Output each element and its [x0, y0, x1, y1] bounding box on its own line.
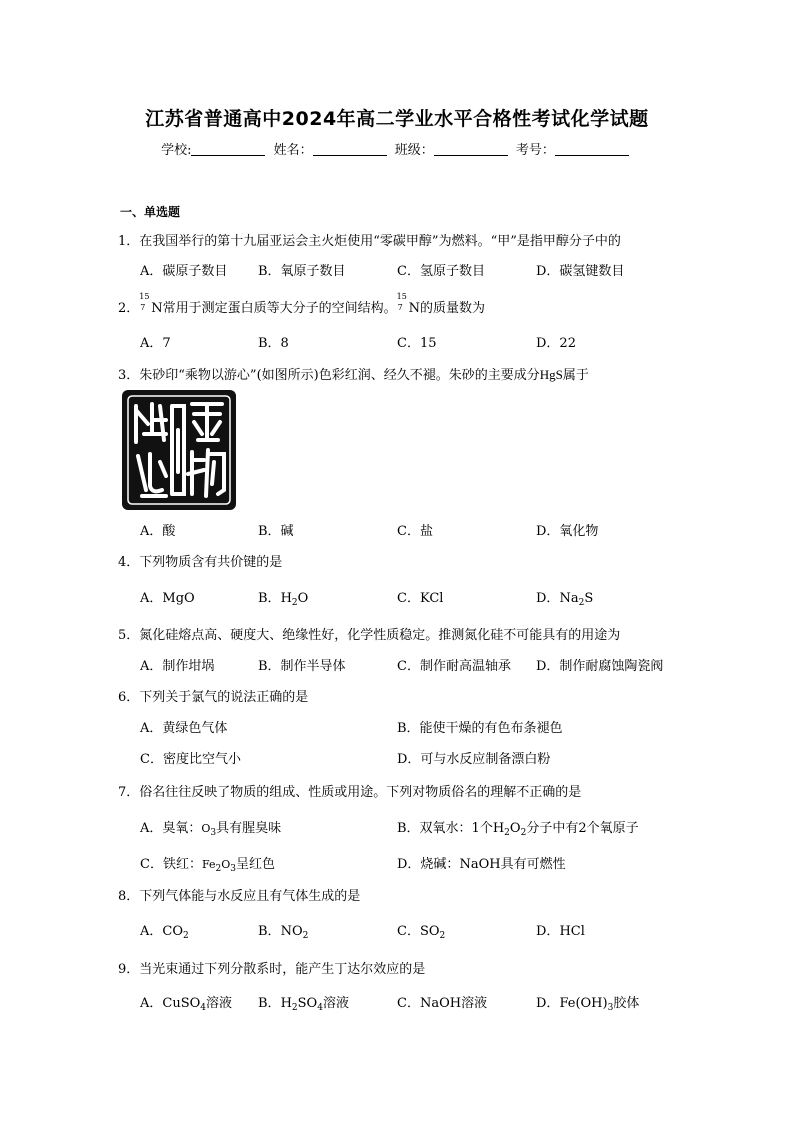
option-letter: D． — [536, 996, 560, 1011]
question-8-option-d[interactable] — [536, 920, 585, 939]
question-2-option-d[interactable]: D．22 — [536, 336, 576, 351]
mass-number-2: 15 — [396, 292, 407, 301]
option-text: A．臭氧： — [140, 821, 202, 836]
question-6-option-d[interactable]: D．可与水反应制备漂白粉 — [397, 752, 551, 767]
question-3-option-b[interactable]: B．碱 — [258, 524, 294, 539]
option-letter: A． — [140, 591, 163, 606]
subscript: 2 — [291, 598, 298, 608]
formula: O — [201, 822, 211, 835]
option-letter: C． — [397, 924, 420, 939]
name-label: 姓名： — [273, 143, 313, 158]
question-4-option-d[interactable] — [536, 587, 593, 606]
question-7-stem: 7．俗名往往反映了物质的组成、性质或用途。下列对物质俗名的理解不正确的是 — [118, 785, 582, 800]
option-letter: B． — [258, 591, 281, 606]
element-symbol: N — [151, 301, 163, 316]
question-7-option-b[interactable] — [397, 817, 639, 836]
question-4-option-c[interactable] — [397, 587, 443, 606]
formula: NO — [280, 924, 303, 939]
atomic-number-2: 7 — [397, 303, 403, 312]
formula: O — [221, 858, 231, 871]
question-9-option-c[interactable] — [397, 992, 487, 1011]
question-3-option-c[interactable]: C．盐 — [397, 524, 433, 539]
question-9-option-a[interactable] — [140, 992, 232, 1011]
question-3-text: 3．朱砂印“乘物以游心”(如图所示)色彩红润、经久不褪。朱砂的主要成分 — [118, 368, 540, 383]
formula: H — [280, 591, 292, 606]
option-text: 胶体 — [613, 996, 640, 1011]
formula: SO — [297, 996, 318, 1011]
school-blank[interactable] — [191, 143, 265, 156]
question-2-text: 常用于测定蛋白质等大分子的空间结构。 — [162, 301, 397, 316]
option-letter: D． — [536, 924, 560, 939]
formula: H — [280, 996, 292, 1011]
subscript: 2 — [504, 828, 510, 838]
exam-no-label: 考号： — [515, 143, 555, 158]
option-letter: A． — [140, 924, 163, 939]
question-8-option-c[interactable] — [397, 920, 445, 939]
question-6-option-a[interactable]: A．黄绿色气体 — [140, 721, 228, 736]
subscript: 2 — [183, 931, 189, 941]
formula: H — [492, 821, 505, 836]
option-text: B．双氧水：1个 — [397, 821, 493, 836]
question-3-stem — [118, 364, 589, 383]
question-6-stem: 6．下列关于氯气的说法正确的是 — [118, 690, 309, 705]
question-4-option-a[interactable] — [140, 587, 195, 606]
class-label: 班级： — [394, 143, 434, 158]
question-2-option-b[interactable]: B．8 — [258, 336, 289, 351]
formula: MgO — [162, 591, 195, 606]
subscript: 2 — [302, 931, 309, 941]
question-3-text-end: 属于 — [562, 368, 589, 383]
formula: O — [509, 821, 521, 836]
option-letter: C． — [397, 591, 420, 606]
formula: NaOH — [419, 996, 462, 1011]
question-8-stem: 8．下列气体能与水反应且有气体生成的是 — [118, 889, 361, 904]
class-blank[interactable] — [434, 143, 508, 156]
question-7-option-a[interactable] — [140, 817, 281, 836]
mass-number: 15 — [139, 292, 150, 301]
formula: Na — [559, 591, 579, 606]
subscript: 2 — [291, 1003, 298, 1013]
question-5-option-c[interactable]: C．制作耐高温轴承 — [397, 659, 511, 674]
question-4-option-b[interactable] — [258, 587, 308, 606]
question-2-text-end: 的质量数为 — [420, 301, 486, 316]
question-7-option-d[interactable] — [397, 853, 566, 872]
question-9-option-d[interactable] — [536, 992, 639, 1011]
school-label: 学校: — [161, 143, 192, 158]
option-text: 呈红色 — [236, 857, 276, 872]
option-text: 具有腥臭味 — [216, 821, 282, 836]
option-letter: C． — [397, 996, 420, 1011]
subscript: 2 — [439, 931, 446, 941]
nuclide-symbol-2 — [396, 292, 409, 312]
atomic-number: 7 — [140, 303, 146, 312]
formula: CO — [162, 924, 183, 939]
page-title: 江苏省普通高中2024年高二学业水平合格性考试化学试题 — [145, 108, 649, 130]
formula: HCl — [559, 924, 585, 939]
question-2-stem — [118, 292, 486, 316]
option-text: 溶液 — [206, 996, 233, 1011]
subscript: 2 — [215, 864, 222, 874]
question-4-stem: 4．下列物质含有共价键的是 — [118, 555, 283, 570]
name-blank[interactable] — [313, 143, 387, 156]
question-1-option-a[interactable]: A．碳原子数目 — [140, 264, 228, 279]
exam-no-blank[interactable] — [555, 143, 629, 156]
question-5-option-a[interactable]: A．制作坩埚 — [140, 659, 215, 674]
element-symbol-2: N — [408, 301, 421, 316]
option-text: 溶液 — [461, 996, 488, 1011]
question-1-option-d[interactable]: D．碳氢键数目 — [536, 264, 625, 279]
seal-image — [122, 390, 236, 510]
option-text: 分子中有2个氧原子 — [526, 821, 639, 836]
student-info-line — [0, 139, 794, 158]
option-letter: B． — [258, 924, 281, 939]
question-3-option-d[interactable]: D．氧化物 — [536, 524, 599, 539]
formula: KCl — [419, 591, 444, 606]
section-heading: 一、单选题 — [120, 205, 181, 219]
question-1-stem: 1．在我国举行的第十九届亚运会主火炬使用“零碳甲醇”为燃料。“甲”是指甲醇分子中的 — [118, 234, 621, 249]
nuclide-symbol — [139, 292, 151, 312]
option-letter: B． — [258, 996, 281, 1011]
question-9-stem: 9．当光束通过下列分散系时，能产生丁达尔效应的是 — [118, 962, 426, 977]
formula: S — [584, 591, 594, 606]
formula: Fe — [201, 858, 216, 871]
question-2-option-a[interactable]: A．7 — [140, 336, 171, 351]
subscript: 4 — [200, 1003, 207, 1013]
option-letter: A． — [140, 996, 163, 1011]
subscript: 3 — [210, 828, 217, 838]
option-text: C．铁红： — [140, 857, 202, 872]
question-8-option-b[interactable] — [258, 920, 308, 939]
option-text: D．烧碱： — [397, 857, 460, 872]
question-2-number: 2． — [118, 301, 140, 316]
question-3-formula: HgS — [539, 367, 563, 382]
option-letter: D． — [536, 591, 560, 606]
option-text: 具有可燃性 — [500, 857, 566, 872]
formula: NaOH — [459, 857, 501, 872]
subscript: 4 — [317, 1003, 323, 1013]
question-6-option-b[interactable]: B．能使干燥的有色布条褪色 — [397, 721, 563, 736]
question-1-option-b[interactable]: B．氧原子数目 — [258, 264, 346, 279]
question-9-option-b[interactable] — [258, 992, 349, 1011]
question-7-option-c[interactable] — [140, 853, 275, 872]
formula: SO — [419, 924, 440, 939]
question-5-stem: 5．氮化硅熔点高、硬度大、绝缘性好，化学性质稳定。推测氮化硅不可能具有的用途为 — [118, 628, 621, 643]
question-8-option-a[interactable] — [140, 920, 189, 939]
subscript: 3 — [230, 864, 236, 874]
question-5-option-b[interactable]: B．制作半导体 — [258, 659, 346, 674]
question-2-option-c[interactable]: C．15 — [397, 336, 437, 351]
question-6-option-c[interactable]: C．密度比空气小 — [140, 752, 241, 767]
question-1-option-c[interactable]: C．氢原子数目 — [397, 264, 485, 279]
formula: O — [297, 591, 309, 606]
formula: Fe(OH) — [559, 996, 608, 1011]
question-5-option-d[interactable]: D．制作耐腐蚀陶瓷阀 — [536, 659, 664, 674]
subscript: 2 — [578, 598, 585, 608]
question-3-option-a[interactable]: A．酸 — [140, 524, 176, 539]
subscript: 2 — [520, 828, 527, 838]
formula: CuSO — [162, 996, 201, 1011]
option-text: 溶液 — [322, 996, 349, 1011]
subscript: 3 — [607, 1003, 614, 1013]
